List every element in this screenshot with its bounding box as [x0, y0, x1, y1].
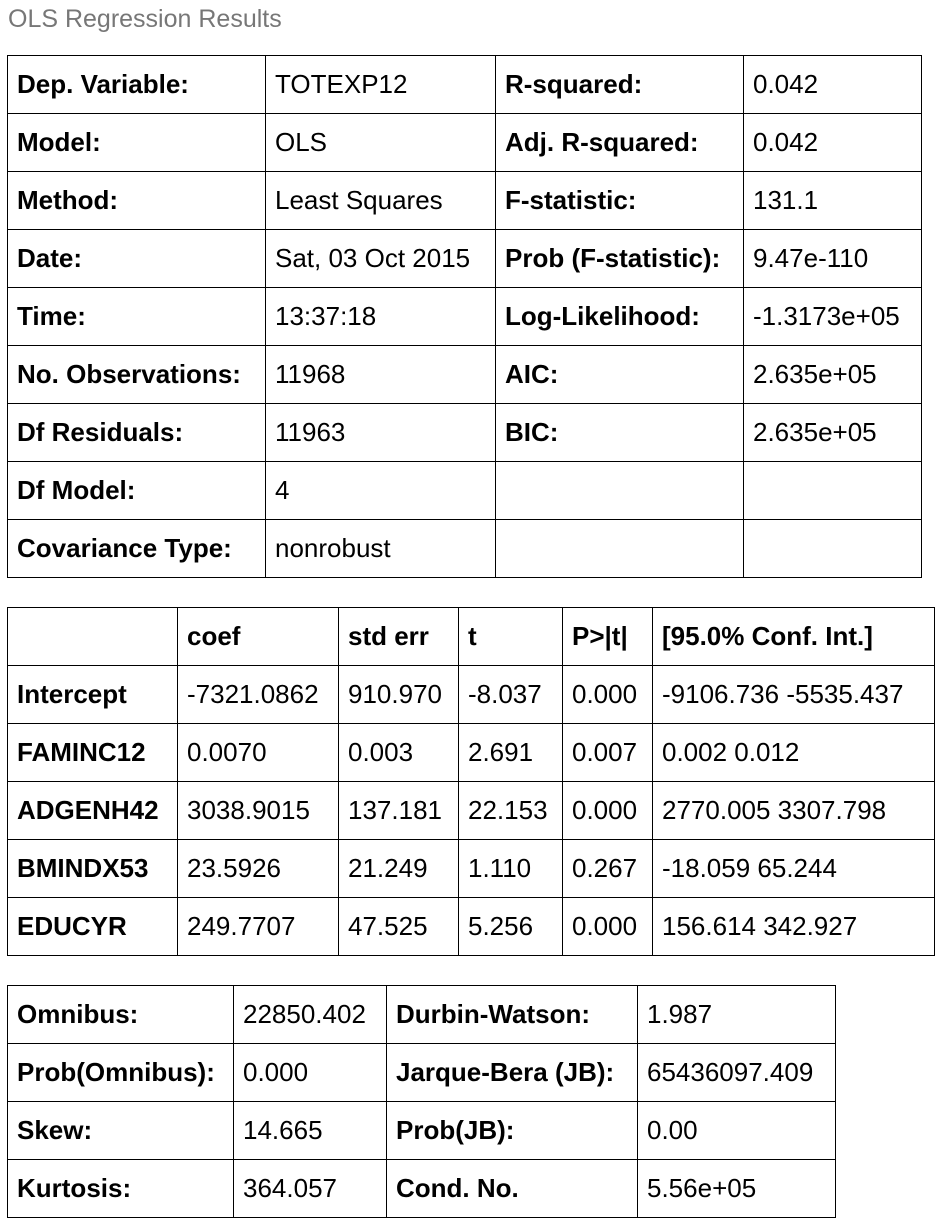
coefficient-value: 249.7707: [178, 898, 339, 956]
summary-label: [496, 462, 744, 520]
page-title: OLS Regression Results: [8, 5, 282, 33]
coefficient-value: 0.267: [563, 840, 653, 898]
coefficient-row: [8, 724, 935, 782]
coefficient-row: [8, 782, 935, 840]
coefficient-value: 0.000: [563, 666, 653, 724]
summary-value: 131.1: [744, 172, 922, 230]
summary-label: Dep. Variable:: [8, 56, 266, 114]
summary-row: [8, 114, 922, 172]
variable-name: ADGENH42: [8, 782, 178, 840]
summary-value: 9.47e-110: [744, 230, 922, 288]
summary-row: [8, 56, 922, 114]
summary-label: Df Residuals:: [8, 404, 266, 462]
summary-label: Df Model:: [8, 462, 266, 520]
summary-row: [8, 404, 922, 462]
diagnostic-value: 65436097.409: [638, 1044, 836, 1102]
summary-value: -1.3173e+05: [744, 288, 922, 346]
coefficient-value: 137.181: [339, 782, 459, 840]
coefficient-value: 156.614 342.927: [653, 898, 935, 956]
diagnostic-value: 1.987: [638, 986, 836, 1044]
diagnostic-label: Jarque-Bera (JB):: [387, 1044, 638, 1102]
summary-value: 11968: [266, 346, 496, 404]
column-header: coef: [178, 608, 339, 666]
summary-value: 0.042: [744, 114, 922, 172]
diagnostics-row: [8, 1160, 836, 1218]
summary-label: No. Observations:: [8, 346, 266, 404]
column-header: t: [459, 608, 563, 666]
summary-label: [496, 520, 744, 578]
variable-name: EDUCYR: [8, 898, 178, 956]
coefficient-value: 0.007: [563, 724, 653, 782]
diagnostic-value: 0.000: [234, 1044, 387, 1102]
diagnostics-row: [8, 986, 836, 1044]
diagnostics-row: [8, 1044, 836, 1102]
summary-value: 13:37:18: [266, 288, 496, 346]
summary-label: BIC:: [496, 404, 744, 462]
coefficient-value: -8.037: [459, 666, 563, 724]
summary-label: Method:: [8, 172, 266, 230]
coefficient-value: 1.110: [459, 840, 563, 898]
summary-row: [8, 230, 922, 288]
variable-name: FAMINC12: [8, 724, 178, 782]
summary-label: F-statistic:: [496, 172, 744, 230]
coefficient-value: 5.256: [459, 898, 563, 956]
summary-row: [8, 346, 922, 404]
diagnostic-value: 364.057: [234, 1160, 387, 1218]
coefficient-value: 910.970: [339, 666, 459, 724]
summary-label: Date:: [8, 230, 266, 288]
summary-value: nonrobust: [266, 520, 496, 578]
coefficient-value: 2770.005 3307.798: [653, 782, 935, 840]
diagnostic-label: Durbin-Watson:: [387, 986, 638, 1044]
column-header: [95.0% Conf. Int.]: [653, 608, 935, 666]
coefficient-value: 0.0070: [178, 724, 339, 782]
summary-label: R-squared:: [496, 56, 744, 114]
summary-value: Sat, 03 Oct 2015: [266, 230, 496, 288]
summary-value: 2.635e+05: [744, 346, 922, 404]
diagnostic-label: Cond. No.: [387, 1160, 638, 1218]
diagnostic-label: Prob(JB):: [387, 1102, 638, 1160]
diagnostics-table: [7, 985, 836, 1218]
diagnostic-label: Omnibus:: [8, 986, 234, 1044]
coefficient-row: [8, 898, 935, 956]
column-header: std err: [339, 608, 459, 666]
coefficient-row: [8, 840, 935, 898]
summary-value: 11963: [266, 404, 496, 462]
diagnostics-row: [8, 1102, 836, 1160]
summary-label: Model:: [8, 114, 266, 172]
coefficient-value: 22.153: [459, 782, 563, 840]
summary-value: TOTEXP12: [266, 56, 496, 114]
coefficient-value: 0.000: [563, 782, 653, 840]
summary-value: 0.042: [744, 56, 922, 114]
summary-row: [8, 172, 922, 230]
summary-label: Log-Likelihood:: [496, 288, 744, 346]
diagnostic-label: Prob(Omnibus):: [8, 1044, 234, 1102]
summary-label: Time:: [8, 288, 266, 346]
coefficients-header-row: [8, 608, 935, 666]
coefficient-value: 23.5926: [178, 840, 339, 898]
coefficient-value: -18.059 65.244: [653, 840, 935, 898]
diagnostic-value: 14.665: [234, 1102, 387, 1160]
summary-row: [8, 520, 922, 578]
diagnostic-value: 0.00: [638, 1102, 836, 1160]
summary-value: Least Squares: [266, 172, 496, 230]
coefficient-value: 0.002 0.012: [653, 724, 935, 782]
coefficient-value: 3038.9015: [178, 782, 339, 840]
summary-label: Adj. R-squared:: [496, 114, 744, 172]
coefficient-value: -7321.0862: [178, 666, 339, 724]
model-summary-table: [7, 55, 922, 578]
coefficients-table: [7, 607, 935, 956]
coefficient-value: 0.003: [339, 724, 459, 782]
coefficient-value: 47.525: [339, 898, 459, 956]
coefficient-value: -9106.736 -5535.437: [653, 666, 935, 724]
summary-row: [8, 288, 922, 346]
diagnostic-label: Kurtosis:: [8, 1160, 234, 1218]
summary-value: 2.635e+05: [744, 404, 922, 462]
coefficient-row: [8, 666, 935, 724]
diagnostic-label: Skew:: [8, 1102, 234, 1160]
diagnostic-value: 5.56e+05: [638, 1160, 836, 1218]
coefficient-value: 0.000: [563, 898, 653, 956]
summary-value: [744, 520, 922, 578]
summary-label: Covariance Type:: [8, 520, 266, 578]
column-header: P>|t|: [563, 608, 653, 666]
summary-value: [744, 462, 922, 520]
summary-value: OLS: [266, 114, 496, 172]
summary-label: Prob (F-statistic):: [496, 230, 744, 288]
column-header: [8, 608, 178, 666]
diagnostic-value: 22850.402: [234, 986, 387, 1044]
coefficient-value: 2.691: [459, 724, 563, 782]
summary-row: [8, 462, 922, 520]
coefficient-value: 21.249: [339, 840, 459, 898]
summary-label: AIC:: [496, 346, 744, 404]
variable-name: Intercept: [8, 666, 178, 724]
variable-name: BMINDX53: [8, 840, 178, 898]
summary-value: 4: [266, 462, 496, 520]
